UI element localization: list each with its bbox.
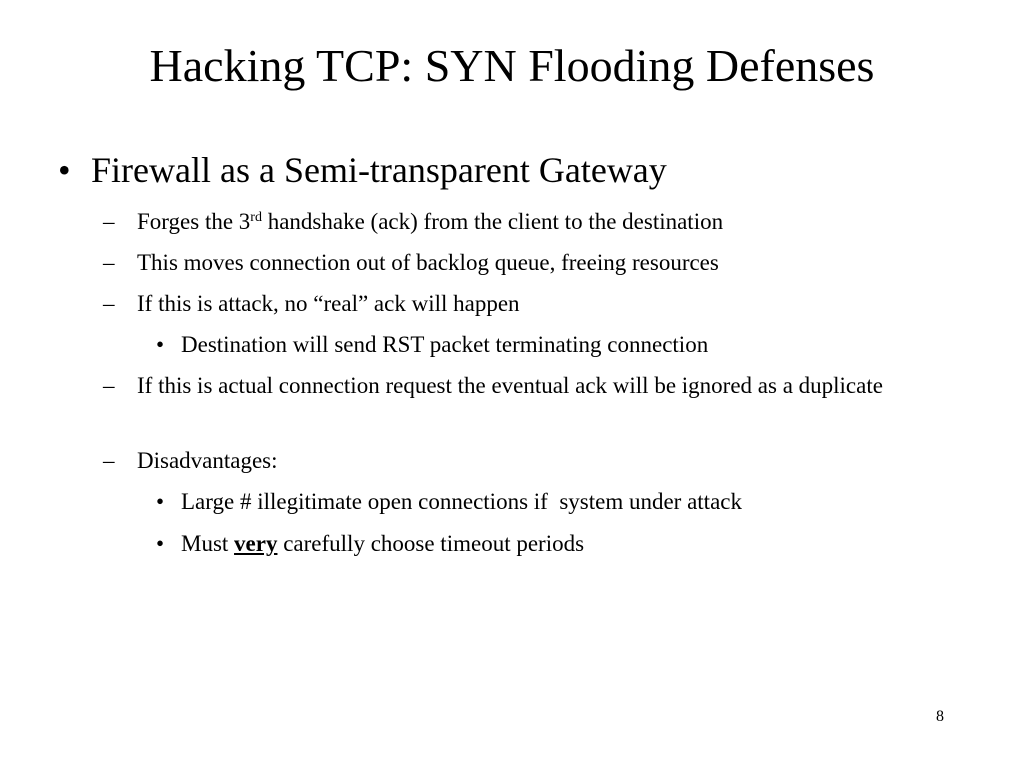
sub-sub-item-text: Destination will send RST packet terminating connection: [181, 332, 709, 357]
bullet-icon: •: [58, 150, 71, 190]
sub-sub-item-text: [181, 527, 584, 560]
sub-sub-item-rst: [156, 328, 708, 361]
sub-sub-item-must: [156, 527, 584, 560]
text-before-sup: Forges the 3: [137, 209, 251, 234]
bullet-icon: •: [156, 489, 165, 514]
sub-item-text: Disadvantages:: [137, 448, 278, 473]
text-after-sup: handshake (ack) from the client to the destination: [261, 209, 724, 234]
emphasized-word: very: [234, 531, 278, 556]
sub-item-attack: [103, 287, 967, 320]
text-after-emphasis: carefully choose timeout periods: [277, 531, 585, 556]
sub-item-disadvantages: [103, 444, 967, 477]
bullet-icon: •: [156, 332, 165, 357]
sub-item-text: This moves connection out of backlog queue, freeing resources: [137, 250, 719, 275]
dash-icon: –: [103, 250, 115, 275]
text-before-emphasis: Must: [181, 531, 235, 556]
sub-sub-item-text: Large # illegitimate open connections if system under attack: [181, 489, 742, 514]
sub-item-actual: [103, 369, 967, 402]
sub-item-text: [137, 205, 967, 238]
slide-title: Hacking TCP: SYN Flooding Defenses: [149, 40, 875, 91]
page-number: 8: [936, 708, 944, 725]
sub-sub-item-large: [156, 485, 742, 518]
ordinal-superscript: rd: [250, 210, 262, 225]
dash-icon: –: [103, 448, 115, 473]
bullet-icon: •: [156, 531, 165, 556]
sub-item-text: If this is actual connection request the eventual ack will be ignored as a duplicate: [137, 373, 883, 398]
main-bullet-text: Firewall as a Semi-transparent Gateway: [91, 150, 667, 190]
sub-item-text: If this is attack, no “real” ack will happen: [137, 291, 520, 316]
sub-item-forges: [103, 205, 967, 238]
dash-icon: –: [103, 373, 115, 398]
sub-item-moves: [103, 246, 967, 279]
dash-icon: –: [103, 291, 115, 316]
dash-icon: –: [103, 209, 115, 234]
